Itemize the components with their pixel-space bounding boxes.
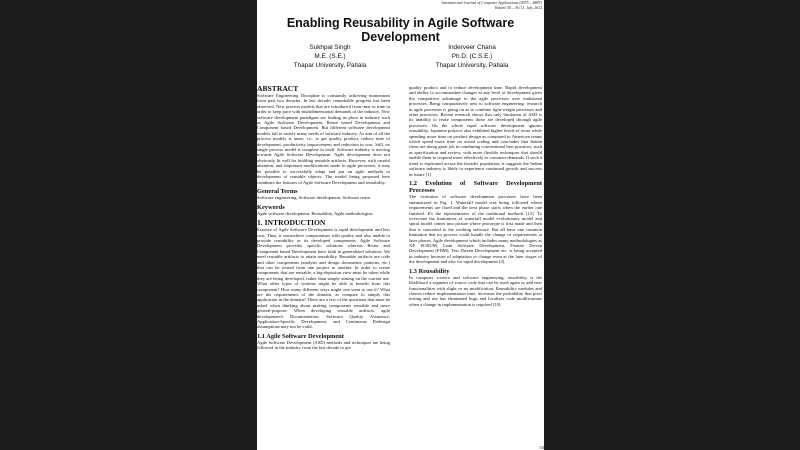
paper-title: Enabling Reusability in Agile Software Development (286, 16, 515, 44)
paragraph: quality product and to reduce development time. Rapid development and ability to accommodate changes at any level of development gives the competitive advantage to the agile processes over traditional processes. Bring comparatively new to software engineering; research in agile processes is going on as to combine light-weight processes and other processes. Recent research shows that only limitation of ASD is its inability to reuse components those are developed through agile processes. On the whole rapid software development ignores reusability. Japanese projects also exhibited higher levels of reuse while spending more time on product design as compared to American teams which spend more time on actual coding and concludes that Indian firms are doing great job in combining conventional best practices, such as specification and review, with more flexible techniques that should enable them to respond more effectively to customer demands. If such a trend is replicated across the broader population, it suggests the Indian software industry is likely to experience continued growth and success in future [1]. (409, 85, 542, 177)
section-heading: ABSTRACT (257, 84, 299, 93)
author-block-2 (417, 43, 527, 70)
paragraph: Software Engineering Discipline is constantly achieving momentum from past two decades. In last decade, remarkable progress has been observed. New process models that are introduced from time to time in order to keep pace with multidimensional demands of the industry. New software development paradigms are finding its place in industry such as Agile Software Development, Reuse based Development and Component based Development. But different software development models fail to satisfy many needs of software industry. As aim of all the process models is same, i.e., to get quality product, reduce time of development, productivity improvement and reduction in cost. Still, no single process model is complete in itself. Software industry is moving towards Agile Software Development. Agile development does not obviously fit well for building reusable artifacts. However, with careful attention, and important modifications made to agile processes, it may be possible to successfully adapt and put on agile methods to development of reusable objects. The model being proposed here combines the features of Agile Software Development and reusability. (257, 93, 390, 185)
author-degree: Ph.D. (C.S.E.) (451, 53, 493, 60)
paragraph: Software engineering, Software development, Software reuse. (257, 195, 372, 201)
section-heading: Keywords (257, 203, 285, 211)
author-affiliation: Thapar University, Patiala (435, 62, 509, 69)
paragraph: In computer science and software engineering, reusability is the likelihood a segment of source code that can be used again to add new functionalities with slight or no modification. Reusability modules and classes reduce implementation time, increases the probability that prior testing and use has eliminated bugs and localizes code modifications when a change in implementation is required [19]. (409, 274, 542, 307)
paragraph: Agile software development, Reusability, Agile methodologies. (257, 210, 374, 216)
page-number: 33 (539, 445, 544, 450)
author-name: Sukhpal Singh (309, 44, 351, 51)
section-heading: 1. INTRODUCTION (257, 218, 326, 228)
paper-page (257, 0, 544, 450)
paragraph: The evolution of software development processes have been summarized in Fig. 1. Waterfall model was being followed where requirements are fixed and the next phase starts when the earlier one finished. It's the representative of the traditional methods [13]. To overcome the limitations of waterfall model evolutionary model and spiral model comes into picture where prototype is first made and then that is converted to the working software. But all have one common limitation that no process could handle the change of requirements at later phases. Agile development which includes many methodologies as XP, SCRUM, Lean Software Development, Feature Driven Development (FDM), Test Driven Development etc. is being accepted in industry because of adaptation to change even at the later stages of the development and also for rapid development [2]. (409, 194, 542, 265)
section-heading: 1.1 Agile Software Development (257, 332, 344, 340)
author-block-1 (275, 43, 385, 70)
section-heading: 1.2 Evolution of Software Development Processes (409, 179, 542, 195)
journal-header (382, 0, 542, 10)
journal-volume: Volume 50 – No.11, July 2012 (494, 5, 542, 10)
section-heading: 1.3 Reusability (409, 267, 450, 275)
author-affiliation: Thapar University, Patiala (293, 62, 367, 69)
paragraph: Agile Software Development (ASD) methods and techniques are being followed in the industry from the last decade to get (257, 340, 390, 351)
section-heading: General Terms (257, 187, 298, 195)
journal-name: International Journal of Computer Applications (0975 – 8887) (441, 0, 542, 5)
left-column (257, 85, 390, 351)
author-degree: M.E. (S.E.) (314, 53, 346, 60)
right-column (409, 85, 542, 307)
paragraph: Essence of Agile Software Development is rapid development and less cost. Thus, it somewhere compromises with quality and also unable to provide reusability in its developed components. Agile Software Development provides specific solutions whereas Reuse and Component based Development have faith in generalized solutions. We need reusable artifacts to attain reusability. Reusable artifacts are code and other components (analysis and design documents, patterns, etc.) that can be reused from one project to another. In order to create components that are reusable, a big-depiction view must be taken while they are being developed, rather than simply aiming on the current use. What other types of systems might be able to benefit from this component? How many different ways might one want to use it? What are the requirements of the domain, as compare to simply this application in the domain? These are a few of the questions that must be asked when thinking about making components reusable and more general-purpose. When developing reusable artifacts, agile development's Documentation, Software Quality Assurance, Application-Specific Development, and Continuous Redesign assumptions may not be valid. (257, 227, 390, 330)
author-name: Inderveer Chana (448, 44, 496, 51)
